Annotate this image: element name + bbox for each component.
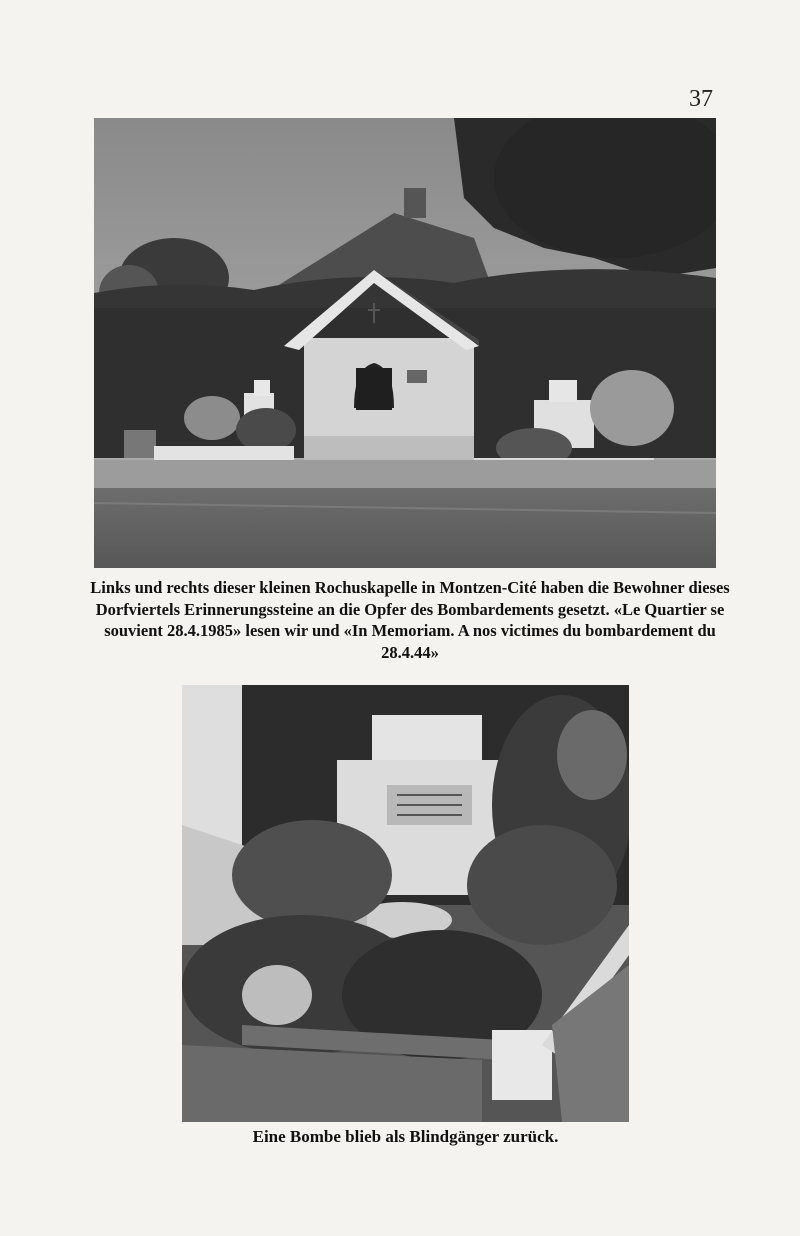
chapel-caption: Links und rechts dieser kleinen Rochuskapelle in Montzen-Cité haben die Bewohner dieses Dorfviertels Erinnerungssteine an die Opfer des Bombardements gesetzt. «Le Quartier se souvient 28.4.1985» lesen wir und «In Memoriam. A nos victimes du bombardement du 28.4.44» bbox=[90, 578, 730, 662]
page-number: 37 bbox=[689, 86, 713, 112]
memorial-stone-caption: Eine Bombe blieb als Blindgänger zurück. bbox=[252, 1127, 559, 1146]
memorial-stone-photo bbox=[182, 685, 629, 1122]
chapel-photo bbox=[94, 118, 716, 568]
